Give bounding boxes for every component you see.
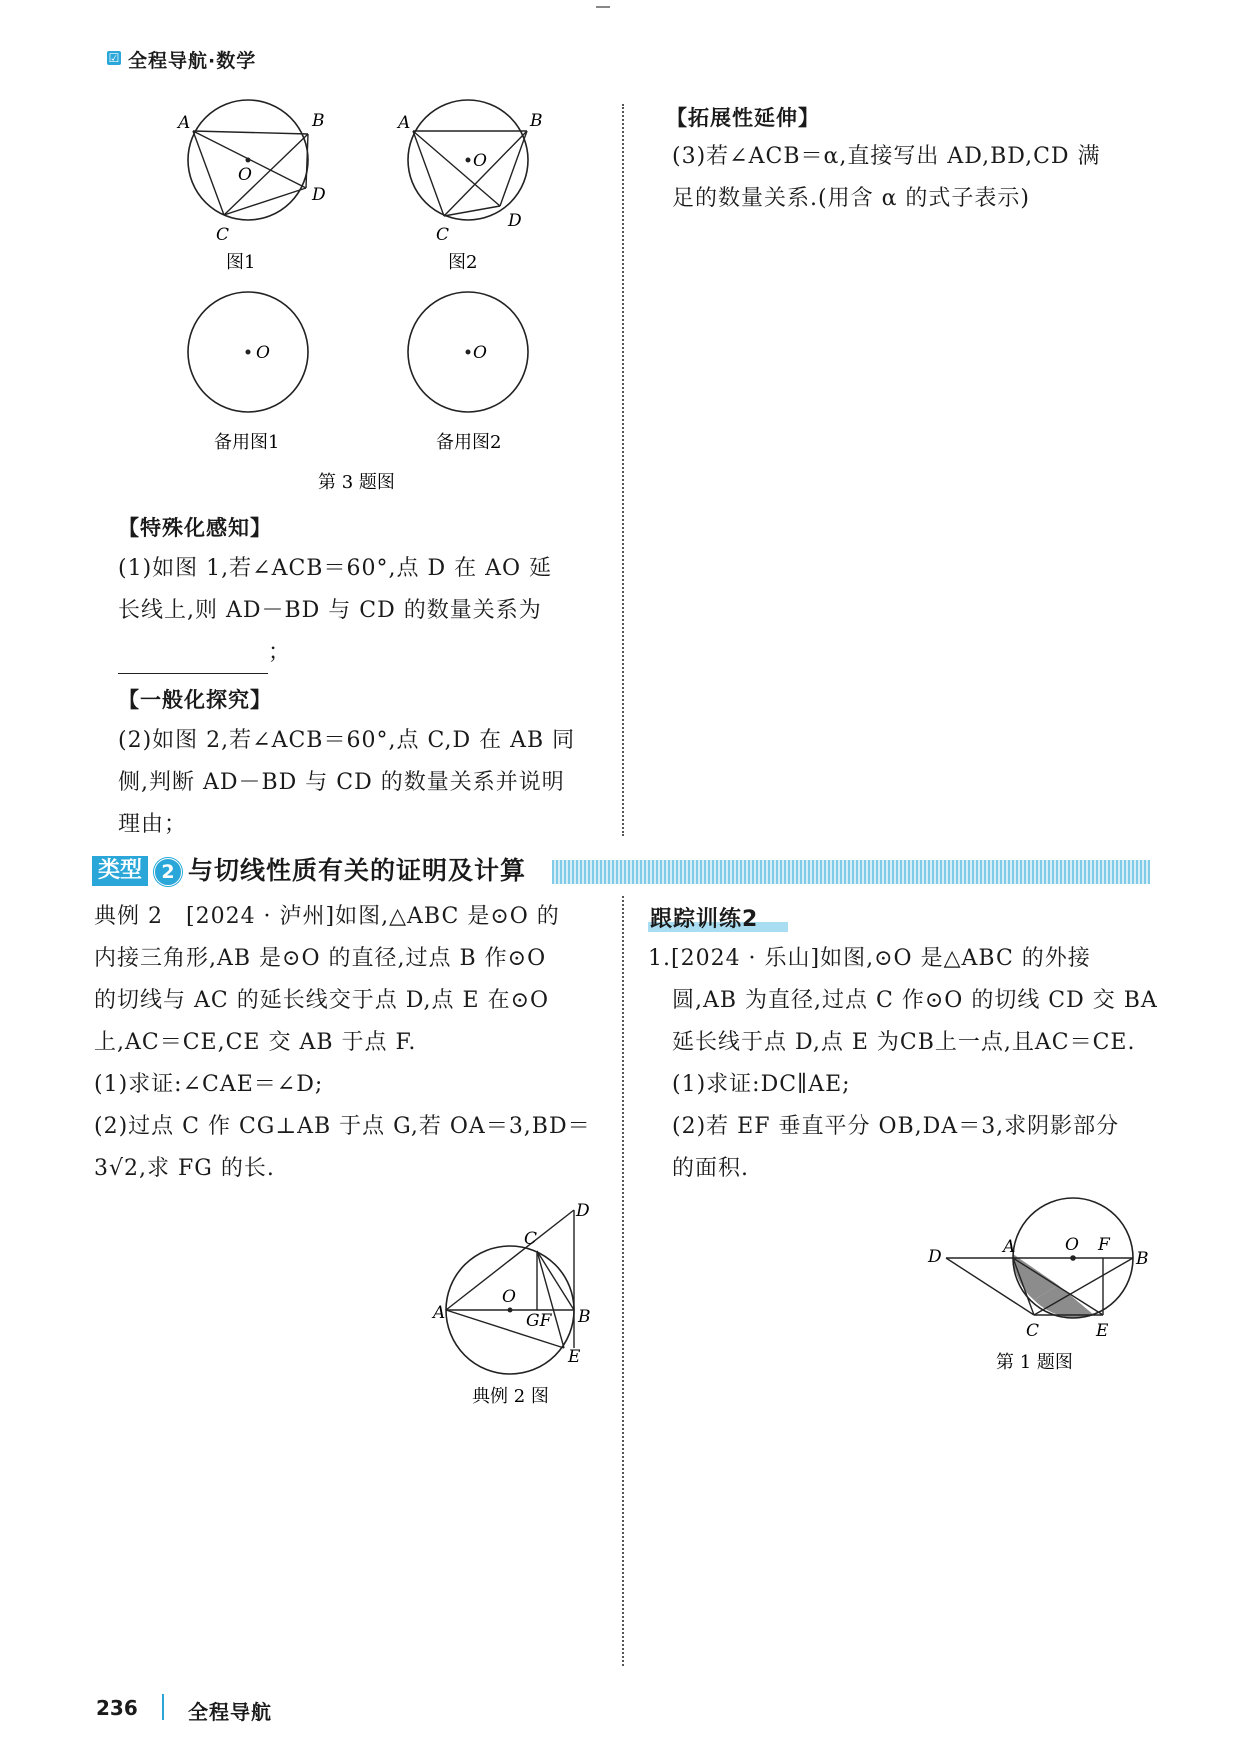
- fig2-caption: 图2: [448, 252, 478, 273]
- tracking-line-2: 圆,AB 为直径,过点 C 作⊙O 的切线 CD 交 BA: [672, 988, 1158, 1013]
- banner-hatch-decoration: [552, 860, 1150, 884]
- q1-line-2: 长线上,则 AD－BD 与 CD 的数量关系为: [118, 598, 542, 623]
- q1-text: [118, 548, 608, 674]
- svg-text:O: O: [473, 151, 487, 171]
- figure-1: [176, 100, 326, 273]
- page-number: 236: [96, 1696, 138, 1720]
- svg-text:B: B: [578, 1307, 591, 1327]
- svg-text:C: C: [216, 225, 230, 245]
- svg-text:D: D: [928, 1247, 942, 1267]
- footer-book-title: 全程导航: [188, 1700, 272, 1724]
- svg-text:C: C: [436, 225, 450, 245]
- svg-text:O: O: [473, 343, 487, 363]
- backup-figure-1: [188, 292, 308, 453]
- q1-line-1: (1)如图 1,若∠ACB＝60°,点 D 在 AO 延: [118, 556, 552, 581]
- example2-line-6: (2)过点 C 作 CG⊥AB 于点 G,若 OA＝3,BD＝: [94, 1114, 591, 1139]
- example2-line-3: 的切线与 AC 的延长线交于点 D,点 E 在⊙O: [94, 988, 550, 1013]
- backup-figure-2: [408, 292, 528, 453]
- backup1-caption: 备用图1: [214, 432, 280, 453]
- type-title: 与切线性质有关的证明及计算: [188, 856, 527, 885]
- tracking-text: [648, 938, 1178, 1190]
- q1-answer-line: ；: [118, 632, 608, 674]
- extend-section-title: 【拓展性延伸】: [666, 106, 820, 130]
- svg-text:A: A: [1003, 1237, 1016, 1257]
- header-title: 全程导航·数学: [128, 50, 257, 72]
- svg-text:O: O: [238, 165, 252, 185]
- backup2-caption: 备用图2: [436, 432, 502, 453]
- special-section-title: 【特殊化感知】: [118, 516, 272, 540]
- example2-line-4: 上,AC＝CE,CE 交 AB 于点 F.: [94, 1030, 417, 1055]
- svg-text:GF: GF: [526, 1311, 552, 1331]
- type-banner: [92, 854, 1152, 888]
- tracking-line-3: 延长线于点 D,点 E 为CB上一点,且AC＝CE.: [672, 1030, 1136, 1055]
- q3-figure-caption: 第 3 题图: [318, 472, 395, 493]
- fig1-caption: 图1: [226, 252, 256, 273]
- answer-blank[interactable]: [118, 649, 268, 674]
- example2-line-1: 典例 2 [2024 · 泸州]如图,△ABC 是⊙O 的: [94, 904, 560, 929]
- svg-text:B: B: [530, 111, 543, 131]
- tracking-line-5: (2)若 EF 垂直平分 OB,DA＝3,求阴影部分: [672, 1114, 1120, 1139]
- svg-text:O: O: [1065, 1235, 1079, 1255]
- svg-text:O: O: [256, 343, 270, 363]
- column-divider-bottom: [622, 896, 624, 1666]
- q3-line-2: 足的数量关系.(用含 α 的式子表示): [672, 186, 1031, 211]
- type-number-badge: 2: [154, 858, 182, 886]
- figure-2: [396, 100, 543, 273]
- footer-divider: [162, 1694, 164, 1720]
- q2-line-3: 理由；: [118, 812, 188, 837]
- svg-text:C: C: [524, 1229, 538, 1249]
- svg-text:A: A: [398, 113, 411, 133]
- svg-text:B: B: [312, 111, 325, 131]
- example2-figure: [430, 1198, 610, 1418]
- top-tick-mark: [596, 6, 610, 8]
- tracking-line-6: 的面积.: [672, 1156, 749, 1181]
- q2-line-2: 侧,判断 AD－BD 与 CD 的数量关系并说明: [118, 770, 565, 795]
- example2-line-7: 3√2,求 FG 的长.: [94, 1156, 275, 1181]
- tracking-line-1: 1.[2024 · 乐山]如图,⊙O 是△ABC 的外接: [648, 946, 1091, 971]
- q3-text: [672, 136, 1172, 220]
- q3-line-1: (3)若∠ACB＝α,直接写出 AD,BD,CD 满: [672, 144, 1101, 169]
- example2-caption: 典例 2 图: [472, 1386, 549, 1407]
- type-tag: 类型: [92, 856, 148, 886]
- tracking-line-4: (1)求证:DC∥AE;: [672, 1072, 851, 1097]
- example2-text: [94, 896, 604, 1190]
- tracking-figure: [926, 1196, 1166, 1376]
- column-divider-top: [622, 104, 624, 836]
- svg-text:D: D: [576, 1201, 590, 1221]
- svg-text:D: D: [508, 211, 522, 231]
- svg-text:A: A: [178, 113, 191, 133]
- svg-text:A: A: [433, 1303, 446, 1323]
- svg-text:E: E: [568, 1347, 581, 1367]
- q3-figures: [160, 88, 580, 498]
- svg-text:O: O: [502, 1287, 516, 1307]
- example2-line-2: 内接三角形,AB 是⊙O 的直径,过点 B 作⊙O: [94, 946, 547, 971]
- svg-text:F: F: [1098, 1235, 1110, 1255]
- tracking-title: 跟踪训练2: [650, 907, 759, 932]
- svg-text:E: E: [1096, 1321, 1109, 1341]
- svg-text:B: B: [1136, 1249, 1149, 1269]
- example2-line-5: (1)求证:∠CAE＝∠D;: [94, 1072, 324, 1097]
- svg-text:D: D: [312, 185, 326, 205]
- q2-line-1: (2)如图 2,若∠ACB＝60°,点 C,D 在 AB 同: [118, 728, 576, 753]
- general-section-title: 【一般化探究】: [118, 688, 272, 712]
- tracking-caption: 第 1 题图: [996, 1352, 1073, 1373]
- q2-text: [118, 720, 608, 846]
- checkbox-icon: ☑: [108, 51, 120, 65]
- svg-text:C: C: [1026, 1321, 1040, 1341]
